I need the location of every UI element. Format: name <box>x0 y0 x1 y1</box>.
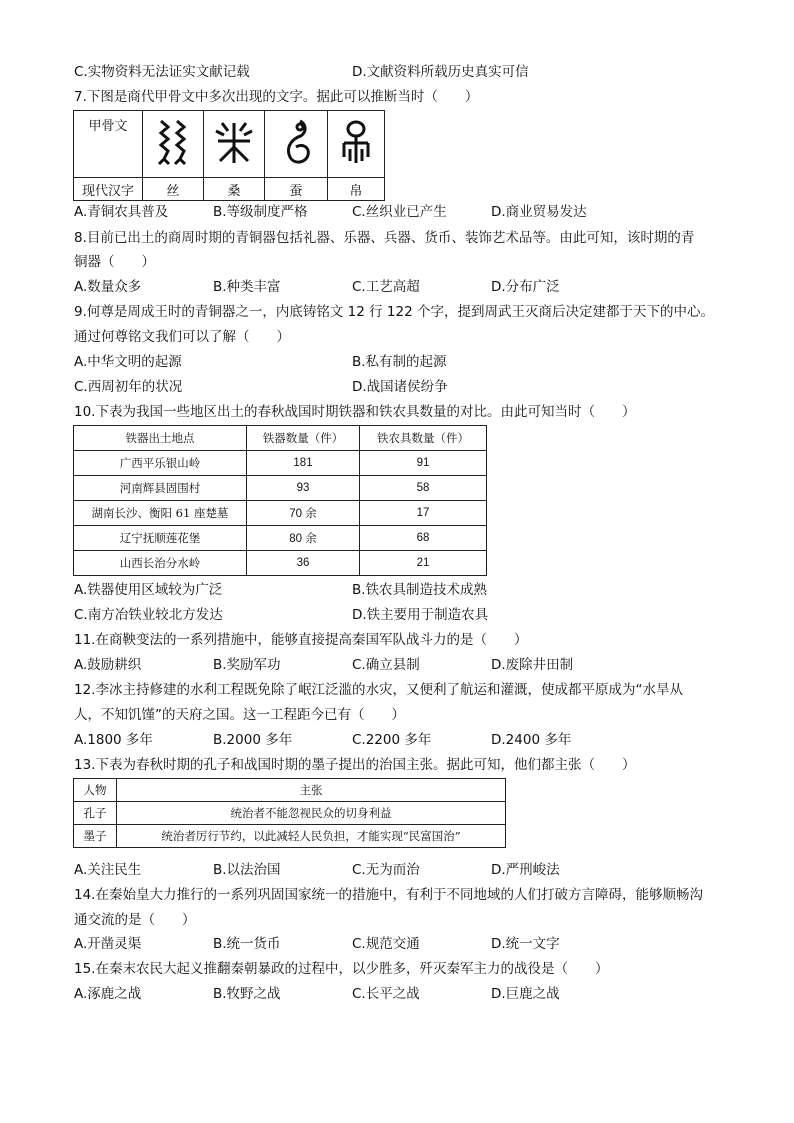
q14-option-b[interactable]: B.统一货币 <box>213 936 281 952</box>
q14-stem-line1: 14.在秦始皇大力推行的一系列巩固国家统一的措施中，有利于不同地域的人们打破方言障碍，能够顺畅沟 <box>74 887 703 903</box>
table-cell: 93 <box>247 476 360 501</box>
q13-option-a[interactable]: A.关注民生 <box>74 862 142 878</box>
oracle-bo-icon <box>328 111 385 178</box>
q10-option-d[interactable]: D.铁主要用于制造农具 <box>352 607 489 623</box>
q9-option-c[interactable]: C.西周初年的状况 <box>74 379 183 395</box>
q15-option-d[interactable]: D.巨鹿之战 <box>491 986 560 1002</box>
q14-option-c[interactable]: C.规范交通 <box>352 936 420 952</box>
q7-oracle-table <box>73 110 385 201</box>
table-cell: 70 余 <box>247 501 360 526</box>
q6-option-d[interactable]: D.文献资料所载历史真实可信 <box>352 64 529 80</box>
q7-row2-label: 现代汉字 <box>74 178 143 201</box>
q10-option-b[interactable]: B.铁农具制造技术成熟 <box>352 582 488 598</box>
table-header: 主张 <box>117 779 506 802</box>
table-cell: 孔子 <box>74 802 117 825</box>
q15-stem: 15.在秦末农民大起义推翻秦朝暴政的过程中，以少胜多，歼灭秦军主力的战役是（ ） <box>74 961 609 977</box>
table-cell: 山西长治分水岭 <box>74 551 247 576</box>
q12-option-a[interactable]: A.1800 多年 <box>74 732 153 748</box>
table-cell: 181 <box>247 451 360 476</box>
table-cell: 36 <box>247 551 360 576</box>
q8-stem-line1: 8.目前已出土的商周时期的青铜器包括礼器、乐器、兵器、货币、装饰艺术品等。由此可知，该时期的青 <box>74 230 695 246</box>
q9-stem-line2: 通过何尊铭文我们可以了解（ ） <box>74 329 290 345</box>
q15-option-b[interactable]: B.牧野之战 <box>213 986 281 1002</box>
table-cell: 河南辉县固围村 <box>74 476 247 501</box>
q7-option-b[interactable]: B.等级制度严格 <box>213 204 308 220</box>
q7-row1-label: 甲骨文 <box>74 111 143 178</box>
q8-option-b[interactable]: B.种类丰富 <box>213 279 281 295</box>
table-row <box>74 825 506 848</box>
table-cell: 17 <box>360 501 487 526</box>
table-header-row <box>74 779 506 802</box>
q6-option-c[interactable]: C.实物资料无法证实文献记载 <box>74 64 250 80</box>
table-cell: 湖南长沙、衡阳 61 座楚墓 <box>74 501 247 526</box>
q10-iron-table <box>73 425 487 576</box>
q7-option-a[interactable]: A.青铜农具普及 <box>74 204 169 220</box>
q13-idea-table <box>73 778 506 848</box>
table-header: 铁器数量（件） <box>247 426 360 451</box>
q13-stem: 13.下表为春秋时期的孔子和战国时期的墨子提出的治国主张。据此可知，他们都主张（ ） <box>74 757 636 773</box>
q7-char-cell: 蚕 <box>265 178 328 201</box>
table-header: 铁农具数量（件） <box>360 426 487 451</box>
table-cell: 58 <box>360 476 487 501</box>
table-header: 人物 <box>74 779 117 802</box>
table-row <box>74 476 487 501</box>
oracle-sang-icon <box>204 111 265 178</box>
table-cell: 统治者厉行节约，以此减轻人民负担，才能实现“民富国治” <box>117 825 506 848</box>
q9-option-b[interactable]: B.私有制的起源 <box>352 354 447 370</box>
q7-option-d[interactable]: D.商业贸易发达 <box>491 204 587 220</box>
table-cell: 墨子 <box>74 825 117 848</box>
q11-option-a[interactable]: A.鼓励耕织 <box>74 657 142 673</box>
q7-char-cell: 丝 <box>143 178 204 201</box>
q12-option-c[interactable]: C.2200 多年 <box>352 732 432 748</box>
q8-option-a[interactable]: A.数量众多 <box>74 279 142 295</box>
oracle-can-icon <box>265 111 328 178</box>
q11-option-d[interactable]: D.废除井田制 <box>491 657 574 673</box>
q7-char-cell: 桑 <box>204 178 265 201</box>
oracle-si-icon <box>143 111 204 178</box>
q13-option-b[interactable]: B.以法治国 <box>213 862 281 878</box>
q9-stem-line1: 9.何尊是周成王时的青铜器之一，内底铸铭文 12 行 122 个字，提到周武王灭商后决定建都于天下的中心。 <box>74 304 714 320</box>
q13-option-d[interactable]: D.严刑峻法 <box>491 862 560 878</box>
q9-option-d[interactable]: D.战国诸侯纷争 <box>352 379 448 395</box>
q10-option-c[interactable]: C.南方冶铁业较北方发达 <box>74 607 223 623</box>
table-row <box>74 526 487 551</box>
table-cell: 21 <box>360 551 487 576</box>
table-row <box>74 501 487 526</box>
table-cell: 68 <box>360 526 487 551</box>
q15-option-a[interactable]: A.涿鹿之战 <box>74 986 142 1002</box>
table-row <box>74 802 506 825</box>
q15-option-c[interactable]: C.长平之战 <box>352 986 420 1002</box>
table-cell: 广西平乐银山岭 <box>74 451 247 476</box>
table-cell: 统治者不能忽视民众的切身利益 <box>117 802 506 825</box>
table-header-row <box>74 426 487 451</box>
q8-option-d[interactable]: D.分布广泛 <box>491 279 560 295</box>
q8-stem-line2: 铜器（ ） <box>74 254 155 270</box>
q10-option-a[interactable]: A.铁器使用区域较为广泛 <box>74 582 223 598</box>
q7-stem: 7.下图是商代甲骨文中多次出现的文字。据此可以推断当时（ ） <box>74 89 479 105</box>
q9-option-a[interactable]: A.中华文明的起源 <box>74 354 182 370</box>
table-row <box>74 551 487 576</box>
q7-option-c[interactable]: C.丝织业已产生 <box>352 204 447 220</box>
q10-stem: 10.下表为我国一些地区出土的春秋战国时期铁器和铁农具数量的对比。由此可知当时（ ） <box>74 404 636 420</box>
q14-option-d[interactable]: D.统一文字 <box>491 936 560 952</box>
q12-stem-line2: 人，不知饥馑”的天府之国。这一工程距今已有（ ） <box>74 707 405 723</box>
q13-option-c[interactable]: C.无为而治 <box>352 862 420 878</box>
q7-char-cell: 帛 <box>328 178 385 201</box>
q11-option-c[interactable]: C.确立县制 <box>352 657 420 673</box>
q14-stem-line2: 通交流的是（ ） <box>74 912 196 928</box>
q12-stem-line1: 12.李冰主持修建的水利工程既免除了岷江泛滥的水灾，又便利了航运和灌溉，使成都平原成为“水旱从 <box>74 682 683 698</box>
table-row <box>74 451 487 476</box>
q12-option-b[interactable]: B.2000 多年 <box>213 732 293 748</box>
table-header: 铁器出土地点 <box>74 426 247 451</box>
q11-option-b[interactable]: B.奖励军功 <box>213 657 281 673</box>
table-cell: 辽宁抚顺莲花堡 <box>74 526 247 551</box>
table-cell: 80 余 <box>247 526 360 551</box>
table-cell: 91 <box>360 451 487 476</box>
q8-option-c[interactable]: C.工艺高超 <box>352 279 420 295</box>
q11-stem: 11.在商鞅变法的一系列措施中，能够直接提高秦国军队战斗力的是（ ） <box>74 632 528 648</box>
q14-option-a[interactable]: A.开凿灵渠 <box>74 936 142 952</box>
q12-option-d[interactable]: D.2400 多年 <box>491 732 572 748</box>
